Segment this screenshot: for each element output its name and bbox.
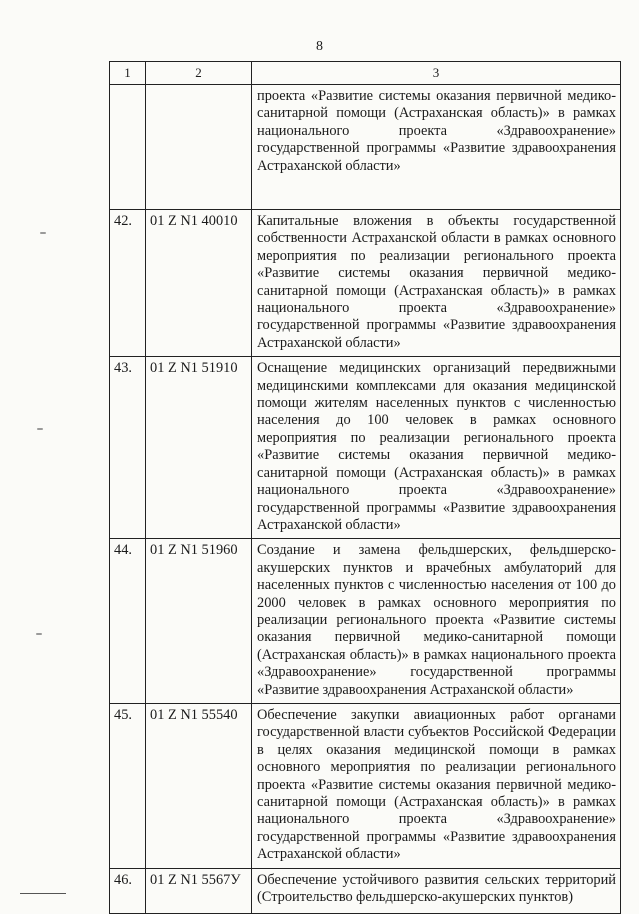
row-description: Капитальные вложения в объекты государственной собственности Астраханской области в рамках основного мероприятия по реализации регионального проекта «Развитие системы оказания первичной медико-санитарной помощи (Астраханская область)» в рамках национального проекта «Здравоохранение» государственной программы «Развитие здравоохранения Астраханской области» [252, 210, 621, 357]
row-number: 42. [110, 210, 146, 357]
scan-speck [37, 428, 43, 430]
row-number [110, 85, 146, 210]
column-header-3: 3 [252, 62, 621, 85]
table-row [110, 210, 621, 357]
row-number: 43. [110, 357, 146, 539]
row-description: Обеспечение закупки авиационных работ органами государственной власти субъектов Российской Федерации в целях оказания медицинской помощи в рамках основного мероприятия по реализации регионального проекта «Развитие системы оказания первичной медико-санитарной помощи (Астраханская область)» в рамках национального проекта «Здравоохранение» государственной программы «Развитие здравоохранения Астраханской области» [252, 703, 621, 868]
table-row [110, 539, 621, 704]
scan-speck [36, 633, 42, 635]
table-row [110, 703, 621, 868]
row-number: 45. [110, 703, 146, 868]
row-number: 44. [110, 539, 146, 704]
row-description: Создание и замена фельдшерских, фельдшерско-акушерских пунктов и врачебных амбулаторий для населенных пунктов с численностью населения от 100 до 2000 человек в рамках основного мероприятия по реализации регионального проекта «Развитие системы оказания первичной медико-санитарной помощи (Астраханская область)» в рамках национального проекта «Здравоохранение» государственной программы «Развитие здравоохранения Астраханской области» [252, 539, 621, 704]
row-code: 01 Z N1 40010 [146, 210, 252, 357]
row-description: Оснащение медицинских организаций передвижными медицинскими комплексами для оказания медицинской помощи жителям населенных пунктов с численностью населения до 100 человек в рамках основного мероприятия по реализации регионального проекта «Развитие системы оказания первичной медико-санитарной помощи (Астраханская область)» в рамках национального проекта «Здравоохранение» государственной программы «Развитие здравоохранения Астраханской области» [252, 357, 621, 539]
row-number: 46. [110, 868, 146, 913]
row-code: 01 Z N1 51910 [146, 357, 252, 539]
budget-classification-table [109, 61, 621, 914]
row-code: 01 Z N1 51960 [146, 539, 252, 704]
table-row [110, 357, 621, 539]
row-code [146, 85, 252, 210]
row-description: Обеспечение устойчивого развития сельских территорий (Строительство фельдшерско-акушерских пунктов) [252, 868, 621, 913]
row-description: проекта «Развитие системы оказания первичной медико-санитарной помощи (Астраханская область)» в рамках национального проекта «Здравоохранение» государственной программы «Развитие здравоохранения Астраханской области» [252, 85, 621, 210]
table-row [110, 85, 621, 210]
page-number: 8 [316, 39, 323, 54]
row-code: 01 Z N1 5567У [146, 868, 252, 913]
table-row [110, 868, 621, 913]
table-header-row [110, 62, 621, 85]
column-header-1: 1 [110, 62, 146, 85]
column-header-2: 2 [146, 62, 252, 85]
scan-speck [40, 232, 46, 234]
row-code: 01 Z N1 55540 [146, 703, 252, 868]
footer-rule [20, 893, 66, 894]
